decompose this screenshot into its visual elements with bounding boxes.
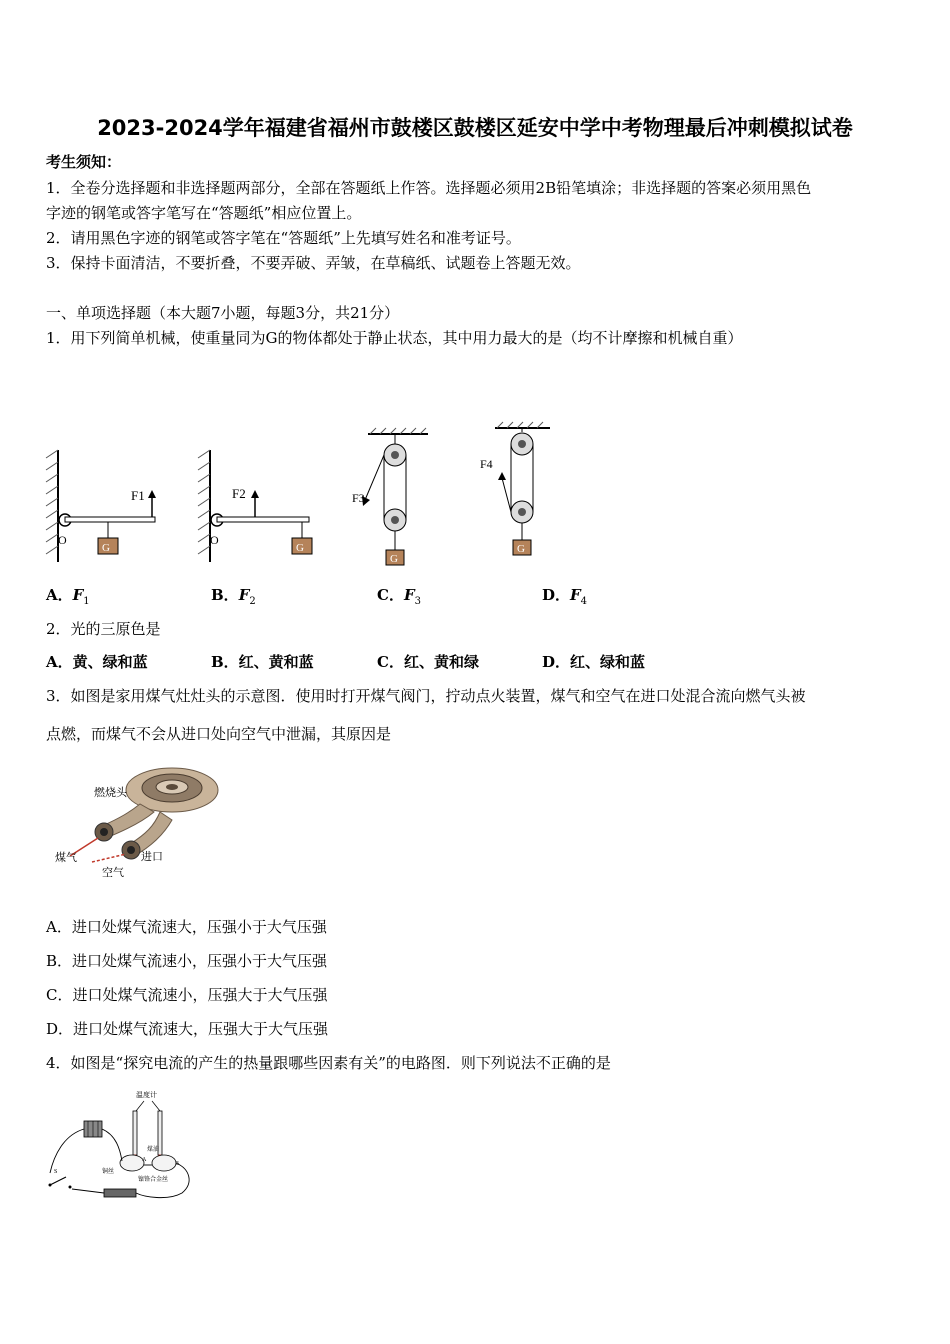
notice-item: 1．全卷分选择题和非选择题两部分，全部在答题纸上作答。选择题必须用2B铅笔填涂；非选择题的答案必须用黑色 xyxy=(46,179,812,197)
question-4-stem: 4．如图是“探究电流的产生的热量跟哪些因素有关”的电路图．则下列说法不正确的是 xyxy=(46,1054,611,1072)
q2-option-c: C．红、黄和绿 xyxy=(377,653,479,671)
air-label: 空气 xyxy=(102,867,124,879)
q3-option-b: B．进口处煤气流速小，压强小于大气压强 xyxy=(46,952,328,970)
g-label: G xyxy=(102,542,110,554)
q2-option-a: A．黄、绿和蓝 xyxy=(46,653,148,671)
q1-option-d: D．$F_4$ xyxy=(542,586,588,607)
g-label: G xyxy=(390,553,398,565)
notice-item: 2．请用黑色字迹的钢笔或答字笔在“答题纸”上先填写姓名和准考证号。 xyxy=(46,229,521,247)
pulley-c-diagram xyxy=(352,428,428,565)
q1-mechanics-figure xyxy=(40,420,580,570)
q3-option-a: A．进口处煤气流速大，压强小于大气压强 xyxy=(46,918,327,936)
burner-label: 燃烧头 xyxy=(94,787,127,799)
b-label: B xyxy=(175,1161,180,1167)
pulley-d-diagram xyxy=(480,422,550,555)
q3-option-c: C．进口处煤气流速小，压强大于大气压强 xyxy=(46,986,328,1004)
question-3-stem: 3．如图是家用煤气灶灶头的示意图．使用时打开煤气阀门，拧动点火装置，煤气和空气在进口处混合流向燃气头被 xyxy=(46,687,806,705)
q4-circuit-figure xyxy=(44,1085,204,1210)
o-label: O xyxy=(210,533,219,547)
f4-label: F4 xyxy=(480,457,493,471)
q2-option-b: B．红、黄和蓝 xyxy=(211,653,314,671)
o-label: O xyxy=(58,533,67,547)
nichrome-label: 镍铬合金丝 xyxy=(138,1177,169,1183)
lever-b-diagram xyxy=(198,450,312,562)
q1-option-a: A．$F_1$ xyxy=(46,586,90,607)
g-label: G xyxy=(296,542,304,554)
f1-label: F1 xyxy=(131,488,145,503)
gas-label: 煤气 xyxy=(55,852,77,864)
inlet-label: 进口 xyxy=(141,851,163,863)
a-label: A xyxy=(142,1157,147,1163)
f2-label: F2 xyxy=(232,486,246,501)
g-label: G xyxy=(517,543,525,555)
notice-item: 3．保持卡面清洁，不要折叠，不要弄破、弄皱，在草稿纸、试题卷上答题无效。 xyxy=(46,254,581,272)
q3-burner-figure xyxy=(50,760,220,885)
f3-label: F3 xyxy=(352,491,365,505)
q1-option-c: C．$F_3$ xyxy=(377,586,421,607)
notice-heading: 考生须知： xyxy=(46,153,122,171)
lever-a-diagram xyxy=(46,450,156,562)
thermometer-label: 温度计 xyxy=(136,1091,157,1099)
q1-option-b: B．$F_2$ xyxy=(211,586,256,607)
switch-label: S xyxy=(54,1169,58,1175)
notice-item: 字迹的钢笔或答字笔写在“答题纸”相应位置上。 xyxy=(46,204,362,222)
copper-label: 铜丝 xyxy=(102,1169,115,1175)
section-heading: 一、单项选择题（本大题7小题，每题3分，共21分） xyxy=(46,304,400,322)
question-1-stem: 1．用下列简单机械，使重量同为G的物体都处于静止状态，其中用力最大的是（均不计摩擦和机械自重） xyxy=(46,329,743,347)
kerosene-label: 煤油 xyxy=(147,1147,160,1153)
q2-option-d: D．红、绿和蓝 xyxy=(542,653,646,671)
question-2-stem: 2．光的三原色是 xyxy=(46,620,161,638)
page-title: 2023-2024学年福建省福州市鼓楼区鼓楼区延安中学中考物理最后冲刺模拟试卷 xyxy=(97,116,853,140)
q3-option-d: D．进口处煤气流速大，压强大于大气压强 xyxy=(46,1020,329,1038)
question-3-stem-cont: 点燃，而煤气不会从进口处向空气中泄漏，其原因是 xyxy=(46,725,392,743)
